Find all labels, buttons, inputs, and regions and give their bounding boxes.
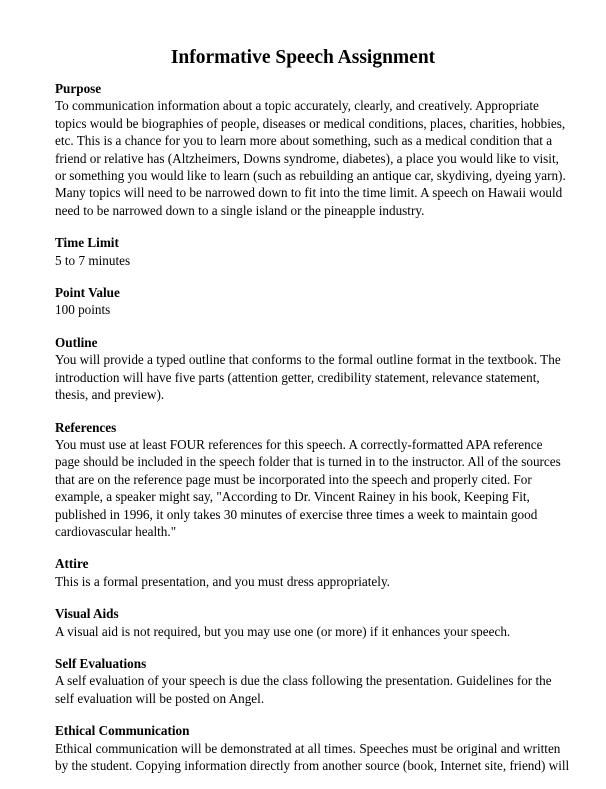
- body-line: 5 to 7 minutes: [55, 252, 131, 268]
- section-body: [55, 672, 555, 707]
- body-line: or something you would like to learn (such as rebuilding an antique car, skydiving, dyeing yarn).: [55, 168, 566, 184]
- section-body: [55, 97, 566, 219]
- section-heading: Outline: [55, 334, 98, 350]
- body-line: friend or relative has (Altzheimers, Downs syndrome, diabetes), a place you would like to visit,: [55, 150, 559, 166]
- body-line: topics would be biographies of people, diseases or medical conditions, places, charities, hobbies,: [55, 115, 566, 131]
- body-line: A visual aid is not required, but you may use one (or more) if it enhances your speech.: [55, 623, 511, 639]
- body-line: page should be included in the speech folder that is turned in to the instructor. All of the sources: [55, 454, 561, 470]
- section-heading: Attire: [55, 556, 89, 572]
- section-body: [55, 252, 555, 269]
- section-body: [55, 436, 561, 540]
- document-title: Informative Speech Assignment: [170, 47, 436, 68]
- body-line: To communication information about a topic accurately, clearly, and creatively. Appropriate: [55, 98, 539, 114]
- document-body: [55, 80, 570, 789]
- section-outline: [55, 334, 561, 404]
- body-line: by the student. Copying information directly from another source (book, Internet site, friend) will: [55, 758, 570, 773]
- body-line: A self evaluation of your speech is due the class following the presentation. Guidelines for the: [55, 673, 552, 689]
- section-visual-aids: [55, 605, 555, 640]
- section-heading: Ethical Communication: [55, 723, 190, 739]
- body-line: Many topics will need to be narrowed down to fit into the time limit. A speech on Hawaii would: [55, 185, 563, 201]
- body-line: You will provide a typed outline that conforms to the formal outline format in the textbook. The: [55, 352, 561, 368]
- section-ethical-communication: [55, 722, 570, 774]
- body-line: introduction will have five parts (attention getter, credibility statement, relevance statement,: [55, 369, 540, 385]
- body-line: etc. This is a chance for you to learn more about something, such as a medical condition that a: [55, 133, 553, 149]
- section-body: [55, 351, 561, 403]
- section-time-limit: [55, 234, 555, 269]
- body-line: cardiovascular health.": [55, 523, 177, 539]
- body-line: need to be narrowed down to a single island or the pineapple industry.: [55, 202, 425, 218]
- body-line: 100 points: [55, 302, 111, 318]
- section-heading: Point Value: [55, 285, 120, 301]
- section-heading: References: [55, 419, 117, 435]
- body-line: thesis, and preview).: [55, 387, 165, 403]
- section-heading: Time Limit: [55, 235, 119, 251]
- section-purpose: [55, 80, 566, 219]
- section-body: [55, 573, 555, 590]
- section-heading: Self Evaluations: [55, 655, 147, 671]
- body-line: This is a formal presentation, and you must dress appropriately.: [55, 573, 390, 589]
- body-line: that are on the reference page must be incorporated into the speech and properly cited. For: [55, 471, 532, 487]
- section-references: [55, 419, 561, 541]
- section-point-value: [55, 284, 555, 319]
- section-body: [55, 623, 555, 640]
- section-heading: Visual Aids: [55, 606, 119, 622]
- body-line: self evaluation will be posted on Angel.: [55, 690, 265, 706]
- body-line: You must use at least FOUR references for this speech. A correctly-formatted APA reference: [55, 436, 543, 452]
- section-attire: [55, 555, 555, 590]
- section-heading: Purpose: [55, 81, 102, 96]
- body-line: Ethical communication will be demonstrated at all times. Speeches must be original and written: [55, 740, 561, 756]
- section-body: [55, 301, 555, 318]
- section-self-evaluations: [55, 655, 555, 707]
- body-line: published in 1996, it only takes 30 minutes of exercise three times a week to maintain good: [55, 506, 538, 522]
- body-line: example, a speaker might say, "According to Dr. Vincent Rainey in his book, Keeping Fit,: [55, 489, 530, 505]
- section-body: [55, 740, 570, 775]
